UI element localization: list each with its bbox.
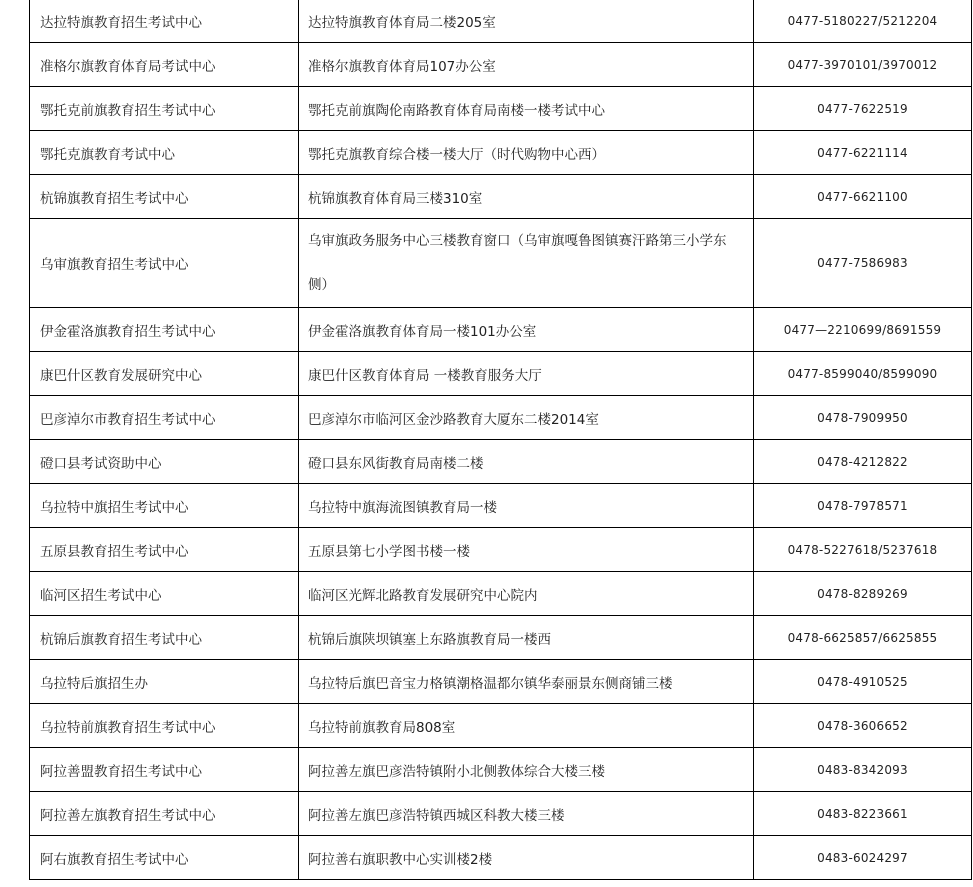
address-cell (299, 792, 754, 836)
phone-cell-text: 0478-7909950 (817, 410, 908, 425)
center-name-cell-text: 乌审旗教育招生考试中心 (40, 257, 189, 273)
center-name-cell (30, 352, 299, 396)
address-cell-text: 乌拉特前旗教育局808室 (308, 719, 456, 736)
phone-cell-text: 0478-7978571 (817, 498, 908, 513)
phone-cell-text: 0477-7622519 (817, 101, 908, 116)
center-name-cell (30, 792, 299, 836)
address-cell-text: 乌拉特后旗巴音宝力格镇潮格温都尔镇华泰丽景东侧商铺三楼 (308, 675, 673, 692)
table-row (30, 440, 972, 484)
center-name-cell-text: 达拉特旗教育招生考试中心 (40, 14, 202, 31)
phone-cell (754, 308, 972, 352)
center-name-cell (30, 396, 299, 440)
phone-cell-text: 0478-4910525 (817, 674, 908, 689)
center-name-cell-text: 乌拉特后旗招生办 (40, 675, 148, 692)
table-row (30, 43, 972, 87)
phone-cell (754, 396, 972, 440)
phone-cell (754, 175, 972, 219)
center-name-cell (30, 836, 299, 880)
document-page (29, 0, 972, 880)
address-cell-text: 达拉特旗教育体育局二楼205室 (308, 14, 496, 31)
address-cell-text: 阿拉善左旗巴彦浩特镇附小北侧教体综合大楼三楼 (308, 763, 605, 780)
table-row (30, 396, 972, 440)
phone-cell (754, 748, 972, 792)
phone-cell (754, 660, 972, 704)
center-name-cell-text: 临河区招生考试中心 (40, 587, 162, 604)
address-cell-text: 乌拉特中旗海流图镇教育局一楼 (308, 499, 497, 516)
address-cell (299, 352, 754, 396)
phone-cell (754, 0, 972, 43)
address-cell (299, 660, 754, 704)
address-cell-text: 准格尔旗教育体育局107办公室 (308, 58, 496, 75)
address-cell-text: 乌审旗政务服务中心三楼教育窗口（乌审旗嘎鲁图镇赛汗路第三小学东侧） (308, 233, 727, 293)
center-name-cell (30, 87, 299, 131)
center-name-cell (30, 528, 299, 572)
address-cell-text: 巴彦淖尔市临河区金沙路教育大厦东二楼2014室 (308, 411, 599, 428)
address-cell (299, 0, 754, 43)
center-name-cell (30, 572, 299, 616)
center-name-cell (30, 484, 299, 528)
phone-cell-text: 0477-3970101/3970012 (787, 57, 938, 72)
center-name-cell-text: 阿拉善盟教育招生考试中心 (40, 763, 202, 780)
center-name-cell (30, 704, 299, 748)
address-cell-text: 阿拉善左旗巴彦浩特镇西城区科教大楼三楼 (308, 807, 565, 824)
table-row (30, 660, 972, 704)
center-name-cell-text: 准格尔旗教育体育局考试中心 (40, 58, 216, 75)
center-name-cell-text: 巴彦淖尔市教育招生考试中心 (40, 411, 216, 428)
center-name-cell (30, 616, 299, 660)
table-row (30, 792, 972, 836)
center-name-cell-text: 乌拉特前旗教育招生考试中心 (40, 719, 216, 736)
phone-cell (754, 572, 972, 616)
address-cell-text: 杭锦旗教育体育局三楼310室 (308, 190, 483, 207)
center-name-cell-text: 杭锦后旗教育招生考试中心 (40, 631, 202, 648)
center-name-cell-text: 磴口县考试资助中心 (40, 455, 162, 472)
table-row (30, 0, 972, 43)
center-name-cell-text: 阿拉善左旗教育招生考试中心 (40, 807, 216, 824)
phone-cell (754, 87, 972, 131)
address-cell (299, 572, 754, 616)
address-cell-text: 康巴什区教育体育局 一楼教育服务大厅 (308, 367, 542, 384)
address-cell-text: 阿拉善右旗职教中心实训楼2楼 (308, 851, 493, 868)
phone-cell (754, 219, 972, 308)
center-name-cell (30, 219, 299, 308)
address-cell (299, 131, 754, 175)
exam-center-table (29, 0, 972, 880)
address-cell (299, 484, 754, 528)
phone-cell-text: 0477-6221114 (817, 145, 908, 160)
center-name-cell (30, 308, 299, 352)
center-name-cell-text: 阿右旗教育招生考试中心 (40, 851, 189, 868)
table-row (30, 87, 972, 131)
address-cell (299, 440, 754, 484)
center-name-cell (30, 131, 299, 175)
table-row (30, 484, 972, 528)
phone-cell (754, 616, 972, 660)
phone-cell-text: 0478-6625857/6625855 (787, 630, 938, 645)
address-cell (299, 528, 754, 572)
table-row (30, 704, 972, 748)
table-row (30, 528, 972, 572)
center-name-cell (30, 440, 299, 484)
phone-cell (754, 704, 972, 748)
address-cell-text: 临河区光辉北路教育发展研究中心院内 (308, 587, 538, 604)
phone-cell-text: 0483-8223661 (817, 806, 908, 821)
phone-cell (754, 131, 972, 175)
phone-cell (754, 484, 972, 528)
center-name-cell-text: 五原县教育招生考试中心 (40, 543, 189, 560)
table-row (30, 748, 972, 792)
phone-cell-text: 0483-6024297 (817, 850, 908, 865)
center-name-cell (30, 660, 299, 704)
center-name-cell-text: 乌拉特中旗招生考试中心 (40, 499, 189, 516)
table-row (30, 308, 972, 352)
phone-cell (754, 43, 972, 87)
table-body (30, 0, 972, 880)
phone-cell-text: 0477-7586983 (817, 256, 908, 270)
address-cell (299, 308, 754, 352)
address-cell-text: 鄂托克前旗陶伦南路教育体育局南楼一楼考试中心 (308, 102, 605, 119)
center-name-cell-text: 鄂托克旗教育考试中心 (40, 146, 175, 163)
center-name-cell-text: 康巴什区教育发展研究中心 (40, 367, 202, 384)
address-cell-text: 五原县第七小学图书楼一楼 (308, 543, 470, 560)
table-row (30, 352, 972, 396)
address-cell-text: 杭锦后旗陕坝镇塞上东路旗教育局一楼西 (308, 631, 551, 648)
address-cell (299, 43, 754, 87)
phone-cell (754, 440, 972, 484)
phone-cell-text: 0477-5180227/5212204 (787, 13, 938, 28)
center-name-cell (30, 175, 299, 219)
phone-cell-text: 0478-8289269 (817, 586, 908, 601)
phone-cell (754, 528, 972, 572)
address-cell (299, 396, 754, 440)
address-cell (299, 219, 754, 308)
address-cell (299, 704, 754, 748)
table-row (30, 131, 972, 175)
phone-cell-text: 0483-8342093 (817, 762, 908, 777)
table-row (30, 572, 972, 616)
phone-cell-text: 0478-3606652 (817, 718, 908, 733)
table-row (30, 219, 972, 308)
table-row (30, 175, 972, 219)
phone-cell-text: 0478-4212822 (817, 454, 908, 469)
address-cell-text: 磴口县东风街教育局南楼二楼 (308, 455, 484, 472)
address-cell (299, 175, 754, 219)
address-cell (299, 87, 754, 131)
address-cell (299, 836, 754, 880)
phone-cell (754, 836, 972, 880)
phone-cell-text: 0478-5227618/5237618 (787, 542, 938, 557)
address-cell-text: 伊金霍洛旗教育体育局一楼101办公室 (308, 323, 537, 340)
table-row (30, 836, 972, 880)
center-name-cell (30, 43, 299, 87)
address-cell (299, 616, 754, 660)
center-name-cell-text: 鄂托克前旗教育招生考试中心 (40, 102, 216, 119)
center-name-cell-text: 伊金霍洛旗教育招生考试中心 (40, 323, 216, 340)
center-name-cell (30, 748, 299, 792)
phone-cell-text: 0477-6621100 (817, 189, 908, 204)
center-name-cell-text: 杭锦旗教育招生考试中心 (40, 190, 189, 207)
phone-cell-text: 0477-8599040/8599090 (787, 366, 938, 381)
center-name-cell (30, 0, 299, 43)
phone-cell (754, 352, 972, 396)
address-cell-text: 鄂托克旗教育综合楼一楼大厅（时代购物中心西） (308, 146, 605, 163)
table-row (30, 616, 972, 660)
phone-cell-text: 0477—2210699/8691559 (783, 322, 942, 337)
phone-cell (754, 792, 972, 836)
address-cell (299, 748, 754, 792)
